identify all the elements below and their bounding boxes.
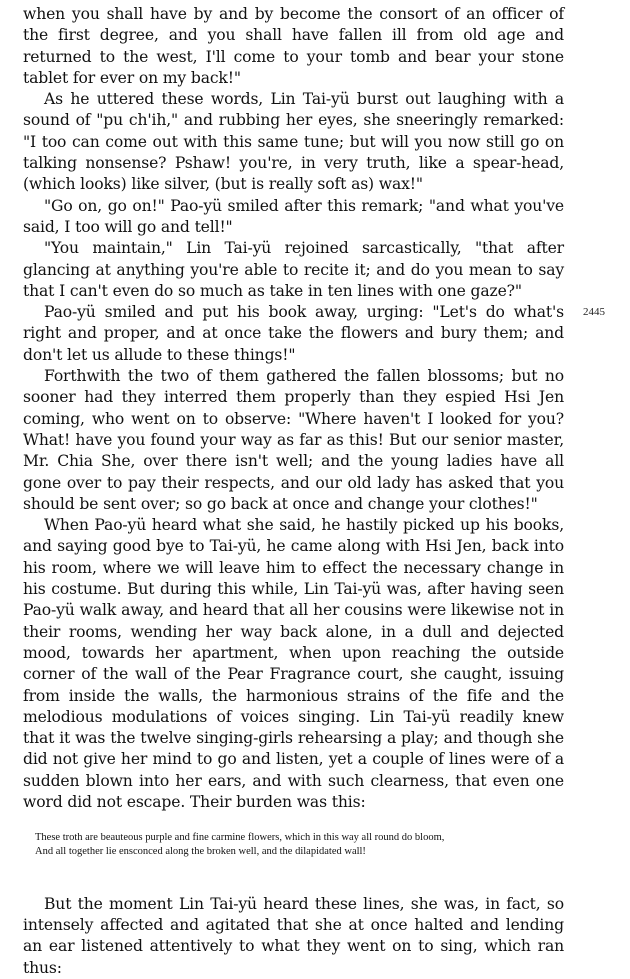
paragraph: "Go on, go on!" Pao-yü smiled after this remark; "and what you've said, I too will go and tell!"	[23, 196, 564, 236]
paragraph: When Pao-yü heard what she said, he hastily picked up his books, and saying good bye to Tai-yü, he came along with Hsi Jen, back into his room, where we will leave him to effect the necessary change in his costume. But during this while, Lin Tai-yü was, after having seen Pao-yü walk away, and heard that all her cousins were likewise not in their rooms, wending her way back alone, in a dull and dejected mood, towards her apartment, when upon reaching the outside corner of the wall of the Pear Fragrance court, she caught, issuing from inside the walls, the harmonious strains of the fife and the melodious modulations of voices singing. Lin Tai-yü readily knew that it was the twelve singing-girls rehearsing a play; and though she did not give her mind to go and listen, yet a couple of lines were of a sudden blown into her ears, and with such clearness, that even one word did not escape. Their burden was this:	[23, 516, 564, 811]
paragraph: But the moment Lin Tai-yü heard these lines, she was, in fact, so intensely affected and agitated that she at once halted and lending an ear listened attentively to what they went on to sing, which ran thus:	[23, 894, 564, 977]
text-column	[23, 4, 564, 979]
page-number: 2445	[583, 306, 605, 318]
verse-line: These troth are beauteous purple and fine carmine flowers, which in this way all round do bloom,	[35, 832, 445, 844]
verse-block	[35, 831, 564, 859]
paragraph: "You maintain," Lin Tai-yü rejoined sarcastically, "that after glancing at anything you're able to recite it; and do you mean to say that I can't even do so much as take in ten lines with one gaze?"	[23, 239, 564, 300]
paragraph-continuation: when you shall have by and by become the consort of an officer of the first degree, and you shall have fallen ill from old age and returned to the west, I'll come to your tomb and bear your stone tablet for ever on my back!"	[23, 5, 564, 87]
paragraph: As he uttered these words, Lin Tai-yü burst out laughing with a sound of "pu ch'ih," and rubbing her eyes, she sneeringly remarked: "I too can come out with this same tune; but will you now still go on talking nonsense? Pshaw! you're, in very truth, like a spear-head, (which looks) like silver, (but is really soft as) wax!"	[23, 90, 564, 194]
paragraph: Pao-yü smiled and put his book away, urging: "Let's do what's right and proper, and at once take the flowers and bury them; and don't let us allude to these things!"	[23, 303, 564, 364]
verse-line: And all together lie ensconced along the broken well, and the dilapidated wall!	[35, 846, 366, 858]
paragraph: Forthwith the two of them gathered the fallen blossoms; but no sooner had they interred them properly than they espied Hsi Jen coming, who went on to observe: "Where haven't I looked for you? What! have you found your way as far as this! But our senior master, Mr. Chia She, over there isn't well; and the young ladies have all gone over to pay their respects, and our old lady has asked that you should be sent over; so go back at once and change your clothes!"	[23, 367, 564, 513]
